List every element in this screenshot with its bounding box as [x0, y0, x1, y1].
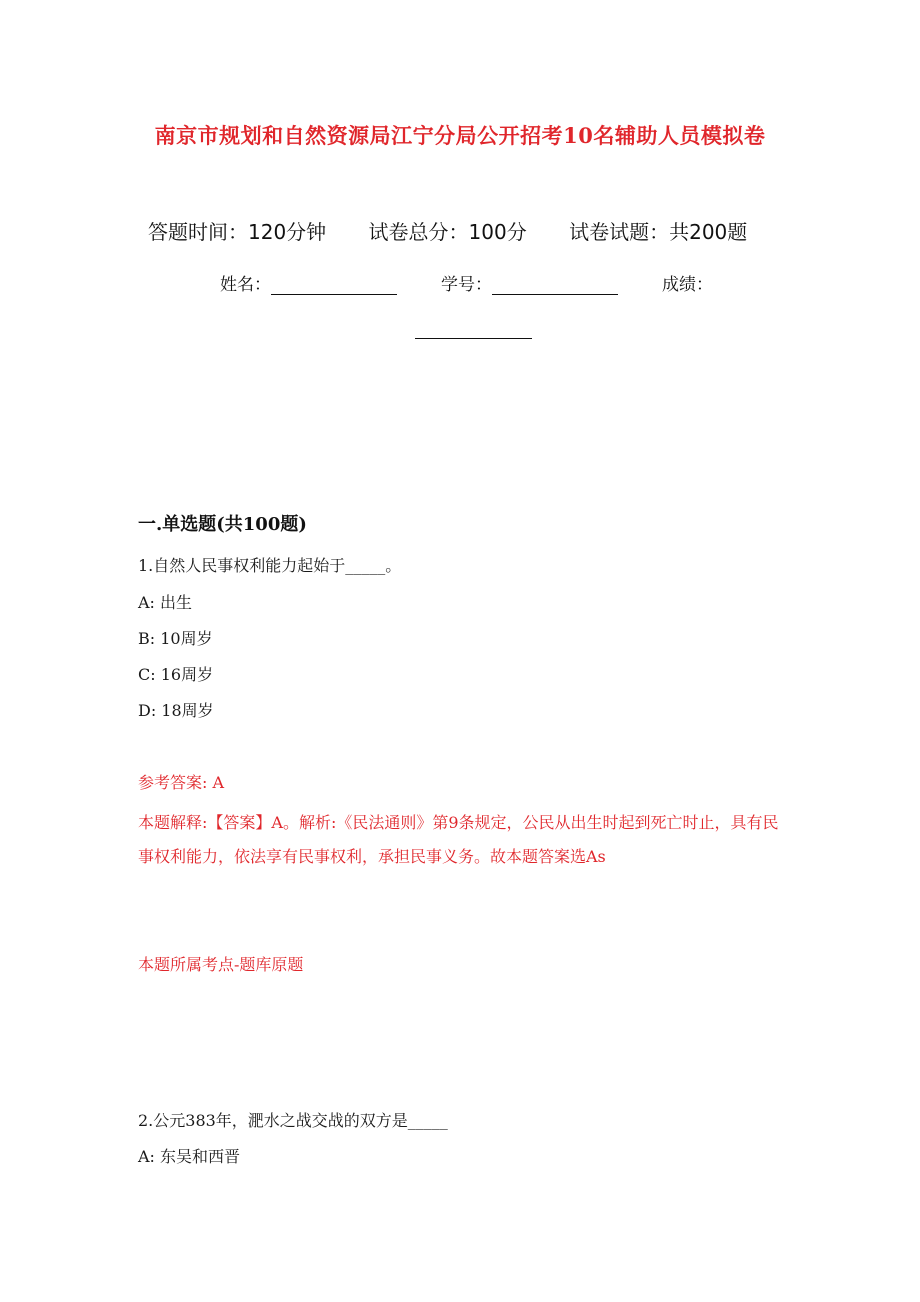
id-blank	[492, 276, 618, 295]
question-1-option-d: D: 18周岁	[138, 701, 214, 720]
question-1-option-b: B: 10周岁	[138, 629, 213, 648]
question-1-text: 1.自然人民事权利能力起始于_____。	[138, 556, 402, 575]
section-heading: 一.单选题(共100题)	[138, 514, 307, 535]
exam-time: 答题时间：120分钟	[148, 220, 327, 244]
exam-total-score: 试卷总分：100分	[368, 220, 527, 244]
exam-question-count: 试卷试题：共200题	[569, 220, 748, 244]
name-blank	[271, 276, 397, 295]
name-label: 姓名：	[220, 275, 271, 295]
question-2-option-a: A: 东吴和西晋	[138, 1147, 241, 1166]
question-1-source: 本题所属考点-题库原题	[138, 955, 304, 974]
student-info	[220, 270, 713, 295]
exam-title: 南京市规划和自然资源局江宁分局公开招考10名辅助人员模拟卷	[154, 123, 766, 148]
question-2-text: 2.公元383年，淝水之战交战的双方是_____	[138, 1111, 448, 1130]
question-1-option-a: A: 出生	[138, 593, 193, 612]
score-blank	[415, 338, 532, 339]
question-1-answer: 参考答案: A	[138, 773, 225, 792]
question-1-explanation: 本题解释:【答案】A。解析:《民法通则》第9条规定，公民从出生时起到死亡时止，具有民事权利能力，依法享有民事权利，承担民事义务。故本题答案选As	[138, 813, 779, 866]
id-label: 学号：	[441, 275, 492, 295]
exam-meta	[148, 216, 747, 245]
question-1-option-c: C: 16周岁	[138, 665, 214, 684]
score-label: 成绩：	[662, 275, 713, 295]
